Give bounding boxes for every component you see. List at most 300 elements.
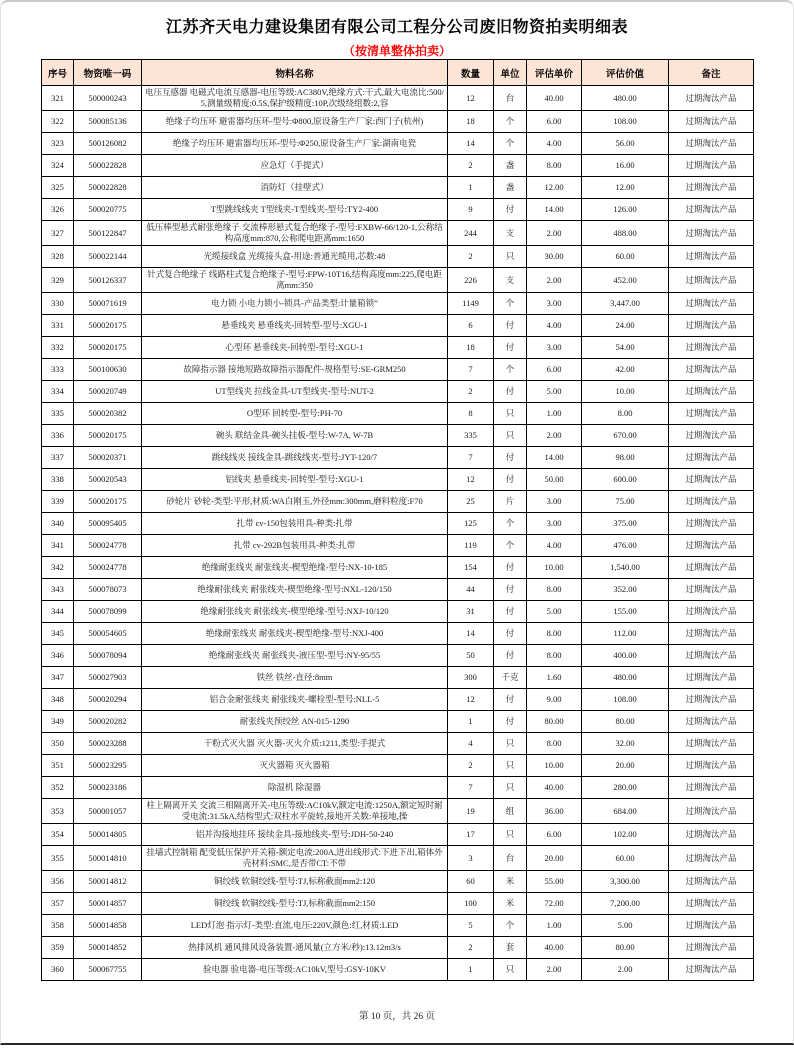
cell-remark: 过期淘汰产品: [669, 177, 754, 199]
cell-unit_price: 6.00: [527, 359, 582, 381]
cell-qty: 14: [448, 133, 494, 155]
cell-qty: 7: [448, 359, 494, 381]
table-row: [42, 425, 754, 447]
cell-qty: 335: [448, 425, 494, 447]
cell-remark: 过期淘汰产品: [669, 403, 754, 425]
cell-remark: 过期淘汰产品: [669, 111, 754, 133]
cell-code: 500022828: [74, 177, 142, 199]
header-remark: 备注: [669, 60, 754, 86]
cell-seq: 349: [42, 711, 74, 733]
table-header-row: [42, 60, 754, 86]
cell-qty: 25: [448, 491, 494, 513]
cell-qty: 12: [448, 469, 494, 491]
cell-remark: 过期淘汰产品: [669, 221, 754, 246]
cell-seq: 324: [42, 155, 74, 177]
cell-remark: 过期淘汰产品: [669, 535, 754, 557]
cell-unit: 付: [494, 557, 527, 579]
cell-unit: 千克: [494, 667, 527, 689]
cell-unit: 只: [494, 425, 527, 447]
cell-unit_price: 10.00: [527, 755, 582, 777]
cell-unit: 台: [494, 86, 527, 111]
cell-qty: 244: [448, 221, 494, 246]
cell-qty: 1: [448, 711, 494, 733]
cell-qty: 60: [448, 871, 494, 893]
cell-name: 低压棒型悬式耐张绝缘子 交流棒形悬式复合绝缘子-型号:FXBW-66/120-1,公称结构高度mm:870,公称爬电距离mm:1650: [142, 221, 448, 246]
cell-qty: 50: [448, 645, 494, 667]
cell-code: 500078094: [74, 645, 142, 667]
cell-code: 500020282: [74, 711, 142, 733]
cell-unit: 付: [494, 689, 527, 711]
table-row: [42, 579, 754, 601]
cell-remark: 过期淘汰产品: [669, 491, 754, 513]
cell-qty: 1: [448, 959, 494, 981]
cell-code: 500023288: [74, 733, 142, 755]
cell-value: 10.00: [582, 381, 669, 403]
cell-remark: 过期淘汰产品: [669, 893, 754, 915]
cell-remark: 过期淘汰产品: [669, 711, 754, 733]
cell-name: 绝缘耐张线夹 耐张线夹-楔型绝缘-型号:NXJ-10/120: [142, 601, 448, 623]
table-row: [42, 871, 754, 893]
cell-seq: 331: [42, 315, 74, 337]
cell-seq: 352: [42, 777, 74, 799]
cell-name: 绝缘子均压环 避雷器均压环-型号:Φ800,原设备生产厂家:西门子(杭州): [142, 111, 448, 133]
cell-code: 500126082: [74, 133, 142, 155]
cell-name: 铝合金耐张线夹 耐张线夹-螺栓型-型号:NLL-5: [142, 689, 448, 711]
cell-remark: 过期淘汰产品: [669, 689, 754, 711]
cell-value: 56.00: [582, 133, 669, 155]
cell-seq: 333: [42, 359, 74, 381]
table-row: [42, 777, 754, 799]
cell-name: 心型环 悬垂线夹-回转型-型号:XGU-1: [142, 337, 448, 359]
cell-unit_price: 30.00: [527, 246, 582, 268]
cell-name: 热排风机 通风排风设备装置-通风量(立方米/秒):13.12m3/s: [142, 937, 448, 959]
cell-seq: 329: [42, 268, 74, 293]
cell-value: 126.00: [582, 199, 669, 221]
cell-qty: 18: [448, 337, 494, 359]
cell-qty: 154: [448, 557, 494, 579]
table-row: [42, 557, 754, 579]
cell-seq: 354: [42, 824, 74, 846]
auction-items-table: [41, 59, 754, 981]
cell-remark: 过期淘汰产品: [669, 469, 754, 491]
cell-code: 500020382: [74, 403, 142, 425]
cell-remark: 过期淘汰产品: [669, 871, 754, 893]
cell-unit_price: 50.00: [527, 469, 582, 491]
cell-remark: 过期淘汰产品: [669, 733, 754, 755]
cell-unit: 付: [494, 337, 527, 359]
cell-name: 绝缘耐张线夹 耐张线夹-楔型绝缘-型号:NXJ-400: [142, 623, 448, 645]
cell-value: 98.00: [582, 447, 669, 469]
cell-name: O型环 回转型-型号:PH-70: [142, 403, 448, 425]
cell-seq: 350: [42, 733, 74, 755]
cell-value: 3,300.00: [582, 871, 669, 893]
cell-code: 500100630: [74, 359, 142, 381]
cell-code: 500020175: [74, 315, 142, 337]
cell-value: 12.00: [582, 177, 669, 199]
cell-qty: 12: [448, 86, 494, 111]
cell-name: 电压互感器 电磁式电流互感器-电压等级:AC380V,绝缘方式:干式,最大电流比:500/5,测量级精度:0.5S,保护级精度:10P,次级绕组数:2,容: [142, 86, 448, 111]
cell-name: 扎带 cv-292B包装用具-种类:扎带: [142, 535, 448, 557]
header-unit_price: 评估单价: [527, 60, 582, 86]
cell-remark: 过期淘汰产品: [669, 447, 754, 469]
table-row: [42, 469, 754, 491]
cell-unit: 付: [494, 601, 527, 623]
cell-unit_price: 8.00: [527, 155, 582, 177]
cell-code: 500020749: [74, 381, 142, 403]
cell-name: 绝缘子均压环 避雷器均压环-型号:Φ250,原设备生产厂家:湖南电瓷: [142, 133, 448, 155]
cell-unit_price: 40.00: [527, 86, 582, 111]
cell-remark: 过期淘汰产品: [669, 557, 754, 579]
cell-value: 600.00: [582, 469, 669, 491]
table-row: [42, 491, 754, 513]
cell-code: 500020294: [74, 689, 142, 711]
cell-remark: 过期淘汰产品: [669, 645, 754, 667]
cell-remark: 过期淘汰产品: [669, 915, 754, 937]
cell-remark: 过期淘汰产品: [669, 86, 754, 111]
cell-qty: 17: [448, 824, 494, 846]
cell-qty: 8: [448, 403, 494, 425]
cell-qty: 300: [448, 667, 494, 689]
cell-unit: 台: [494, 846, 527, 871]
cell-seq: 326: [42, 199, 74, 221]
table-row: [42, 799, 754, 824]
cell-unit_price: 72.00: [527, 893, 582, 915]
cell-code: 500000243: [74, 86, 142, 111]
cell-qty: 6: [448, 315, 494, 337]
page-title: 江苏齐天电力建设集团有限公司工程分公司废旧物资拍卖明细表: [165, 19, 628, 36]
cell-unit: 套: [494, 937, 527, 959]
cell-name: T型跳线线夹 T型线夹-T型线夹-型号:TY2-400: [142, 199, 448, 221]
cell-qty: 2: [448, 381, 494, 403]
table-row: [42, 846, 754, 871]
cell-remark: 过期淘汰产品: [669, 337, 754, 359]
cell-value: 42.00: [582, 359, 669, 381]
cell-name: 光缆接线盒 光缆接头盒-用途:普通光缆用,芯数:48: [142, 246, 448, 268]
table-row: [42, 645, 754, 667]
cell-remark: 过期淘汰产品: [669, 293, 754, 315]
table-row: [42, 268, 754, 293]
cell-code: 500078099: [74, 601, 142, 623]
cell-code: 500014810: [74, 846, 142, 871]
cell-unit_price: 55.00: [527, 871, 582, 893]
cell-unit_price: 20.00: [527, 846, 582, 871]
cell-code: 500024778: [74, 557, 142, 579]
cell-unit: 支: [494, 268, 527, 293]
cell-seq: 338: [42, 469, 74, 491]
table-row: [42, 246, 754, 268]
cell-value: 80.00: [582, 711, 669, 733]
cell-code: 500023295: [74, 755, 142, 777]
table-row: [42, 315, 754, 337]
cell-name: 砂轮片 砂轮-类型:平形,材质:WA白刚玉,外径mm:300mm,磨料粒度:F70: [142, 491, 448, 513]
cell-seq: 346: [42, 645, 74, 667]
cell-value: 8.00: [582, 403, 669, 425]
header-name: 物料名称: [142, 60, 448, 86]
cell-value: 280.00: [582, 777, 669, 799]
cell-code: 500020775: [74, 199, 142, 221]
cell-remark: 过期淘汰产品: [669, 777, 754, 799]
cell-seq: 336: [42, 425, 74, 447]
cell-seq: 323: [42, 133, 74, 155]
cell-unit_price: 5.00: [527, 381, 582, 403]
cell-qty: 12: [448, 689, 494, 711]
cell-remark: 过期淘汰产品: [669, 579, 754, 601]
cell-name: 应急灯（手提式）: [142, 155, 448, 177]
cell-value: 2.00: [582, 959, 669, 981]
cell-unit: 片: [494, 491, 527, 513]
cell-remark: 过期淘汰产品: [669, 359, 754, 381]
cell-remark: 过期淘汰产品: [669, 755, 754, 777]
table-row: [42, 111, 754, 133]
cell-unit: 只: [494, 824, 527, 846]
cell-name: 灭火器箱 灭火器箱: [142, 755, 448, 777]
cell-value: 75.00: [582, 491, 669, 513]
cell-code: 500078073: [74, 579, 142, 601]
cell-unit_price: 9.00: [527, 689, 582, 711]
cell-unit_price: 2.00: [527, 268, 582, 293]
table-row: [42, 359, 754, 381]
cell-remark: 过期淘汰产品: [669, 513, 754, 535]
cell-unit: 付: [494, 315, 527, 337]
header-value: 评估价值: [582, 60, 669, 86]
table-row: [42, 155, 754, 177]
cell-unit: 只: [494, 755, 527, 777]
cell-code: 500014857: [74, 893, 142, 915]
cell-qty: 19: [448, 799, 494, 824]
table-row: [42, 199, 754, 221]
cell-qty: 3: [448, 846, 494, 871]
cell-qty: 2: [448, 155, 494, 177]
cell-value: 108.00: [582, 689, 669, 711]
cell-qty: 2: [448, 246, 494, 268]
cell-unit_price: 4.00: [527, 133, 582, 155]
cell-unit_price: 36.00: [527, 799, 582, 824]
cell-code: 500122847: [74, 221, 142, 246]
cell-seq: 358: [42, 915, 74, 937]
cell-seq: 322: [42, 111, 74, 133]
cell-unit_price: 2.00: [527, 221, 582, 246]
cell-unit: 组: [494, 799, 527, 824]
cell-name: 铝并沟接地挂环 接续金具-接地线夹-型号:JDH-50-240: [142, 824, 448, 846]
cell-remark: 过期淘汰产品: [669, 133, 754, 155]
cell-value: 3,447.00: [582, 293, 669, 315]
table-row: [42, 601, 754, 623]
table-row: [42, 824, 754, 846]
cell-value: 112.00: [582, 623, 669, 645]
table-row: [42, 177, 754, 199]
cell-remark: 过期淘汰产品: [669, 799, 754, 824]
cell-value: 16.00: [582, 155, 669, 177]
cell-qty: 7: [448, 777, 494, 799]
cell-unit_price: 10.00: [527, 557, 582, 579]
cell-unit: 付: [494, 579, 527, 601]
cell-unit_price: 6.00: [527, 824, 582, 846]
cell-remark: 过期淘汰产品: [669, 824, 754, 846]
cell-qty: 125: [448, 513, 494, 535]
cell-unit: 米: [494, 893, 527, 915]
cell-remark: 过期淘汰产品: [669, 199, 754, 221]
cell-seq: 341: [42, 535, 74, 557]
cell-value: 476.00: [582, 535, 669, 557]
cell-seq: 355: [42, 846, 74, 871]
cell-unit: 个: [494, 359, 527, 381]
cell-unit_price: 40.00: [527, 937, 582, 959]
cell-name: 故障指示器 接地短路故障指示器配件-规格型号:SE-GRM250: [142, 359, 448, 381]
table-row: [42, 893, 754, 915]
cell-seq: 342: [42, 557, 74, 579]
cell-unit_price: 5.00: [527, 601, 582, 623]
cell-value: 24.00: [582, 315, 669, 337]
cell-name: 悬垂线夹 悬垂线夹-回转型-型号:XGU-1: [142, 315, 448, 337]
cell-value: 684.00: [582, 799, 669, 824]
cell-unit_price: 40.00: [527, 777, 582, 799]
cell-seq: 334: [42, 381, 74, 403]
cell-unit_price: 1.60: [527, 667, 582, 689]
cell-qty: 14: [448, 623, 494, 645]
cell-qty: 5: [448, 915, 494, 937]
cell-value: 80.00: [582, 937, 669, 959]
cell-unit: 只: [494, 777, 527, 799]
cell-value: 1,540.00: [582, 557, 669, 579]
cell-unit: 付: [494, 469, 527, 491]
cell-code: 500023186: [74, 777, 142, 799]
table-row: [42, 133, 754, 155]
table-row: [42, 733, 754, 755]
cell-unit_price: 3.00: [527, 491, 582, 513]
cell-unit: 米: [494, 871, 527, 893]
cell-seq: 337: [42, 447, 74, 469]
cell-qty: 100: [448, 893, 494, 915]
cell-name: 铝线夹 悬垂线夹-回转型-型号:XGU-1: [142, 469, 448, 491]
table-row: [42, 535, 754, 557]
cell-qty: 119: [448, 535, 494, 557]
cell-name: 消防灯（挂壁式）: [142, 177, 448, 199]
cell-name: 铁丝 铁丝-直径:8mm: [142, 667, 448, 689]
cell-unit_price: 2.00: [527, 959, 582, 981]
cell-remark: 过期淘汰产品: [669, 937, 754, 959]
cell-name: 挂墙式控制箱 配变低压保护开关箱-额定电流:200A,进出线形式:下进下出,箱体外壳材料:SMC,是否带CT:不带: [142, 846, 448, 871]
cell-seq: 343: [42, 579, 74, 601]
cell-unit_price: 14.00: [527, 447, 582, 469]
cell-qty: 2: [448, 755, 494, 777]
cell-qty: 226: [448, 268, 494, 293]
table-row: [42, 915, 754, 937]
table-row: [42, 293, 754, 315]
cell-remark: 过期淘汰产品: [669, 601, 754, 623]
cell-qty: 9: [448, 199, 494, 221]
cell-remark: 过期淘汰产品: [669, 667, 754, 689]
table-row: [42, 937, 754, 959]
cell-remark: 过期淘汰产品: [669, 268, 754, 293]
cell-qty: 2: [448, 937, 494, 959]
cell-name: LED灯泡 指示灯-类型:直流,电压:220V,颜色:红,材质:LED: [142, 915, 448, 937]
cell-code: 500022828: [74, 155, 142, 177]
table-row: [42, 711, 754, 733]
cell-value: 5.00: [582, 915, 669, 937]
cell-name: 铜绞线 软铜绞线-型号:TJ,标称截面mm2:150: [142, 893, 448, 915]
cell-name: 电力锁 小电力锁小-锁具-产品类型:计量箱锁”: [142, 293, 448, 315]
cell-seq: 330: [42, 293, 74, 315]
cell-code: 500001057: [74, 799, 142, 824]
cell-value: 452.00: [582, 268, 669, 293]
cell-remark: 过期淘汰产品: [669, 381, 754, 403]
cell-value: 102.00: [582, 824, 669, 846]
cell-seq: 356: [42, 871, 74, 893]
cell-name: 验电器 验电器-电压等级:AC10kV,型号:GSY-10KV: [142, 959, 448, 981]
page-number: 第 10 页，共 26 页: [358, 1012, 435, 1022]
cell-code: 500014812: [74, 871, 142, 893]
cell-name: 绝缘耐张线夹 耐张线夹-楔型绝缘-型号:NXL-120/150: [142, 579, 448, 601]
cell-remark: 过期淘汰产品: [669, 155, 754, 177]
cell-unit_price: 14.00: [527, 199, 582, 221]
cell-name: 耐张线夹预绞丝 AN-015-1290: [142, 711, 448, 733]
cell-unit: 个: [494, 111, 527, 133]
cell-unit: 付: [494, 623, 527, 645]
cell-unit_price: 1.00: [527, 403, 582, 425]
cell-qty: 1: [448, 177, 494, 199]
cell-unit_price: 80.00: [527, 711, 582, 733]
cell-unit_price: 8.00: [527, 579, 582, 601]
cell-seq: 325: [42, 177, 74, 199]
cell-qty: 7: [448, 447, 494, 469]
cell-seq: 340: [42, 513, 74, 535]
header-unit: 单位: [494, 60, 527, 86]
cell-code: 500085136: [74, 111, 142, 133]
cell-name: 碗头 联结金具-碗头挂板-型号:W-7A, W-7B: [142, 425, 448, 447]
cell-seq: 360: [42, 959, 74, 981]
table-row: [42, 513, 754, 535]
cell-code: 500020371: [74, 447, 142, 469]
cell-unit: 付: [494, 199, 527, 221]
table-row: [42, 86, 754, 111]
cell-qty: 31: [448, 601, 494, 623]
cell-code: 500020543: [74, 469, 142, 491]
cell-unit_price: 3.00: [527, 513, 582, 535]
cell-code: 500020175: [74, 425, 142, 447]
cell-seq: 332: [42, 337, 74, 359]
cell-unit: 个: [494, 535, 527, 557]
cell-seq: 347: [42, 667, 74, 689]
cell-value: 488.00: [582, 221, 669, 246]
cell-value: 155.00: [582, 601, 669, 623]
table-row: [42, 755, 754, 777]
cell-unit_price: 2.00: [527, 425, 582, 447]
cell-value: 60.00: [582, 246, 669, 268]
cell-unit: 只: [494, 403, 527, 425]
cell-code: 500022144: [74, 246, 142, 268]
cell-unit: 只: [494, 733, 527, 755]
cell-value: 32.00: [582, 733, 669, 755]
table-row: [42, 689, 754, 711]
cell-unit_price: 8.00: [527, 733, 582, 755]
cell-unit_price: 1.00: [527, 915, 582, 937]
cell-code: 500126337: [74, 268, 142, 293]
cell-seq: 348: [42, 689, 74, 711]
header-code: 物资唯一码: [74, 60, 142, 86]
cell-seq: 321: [42, 86, 74, 111]
cell-remark: 过期淘汰产品: [669, 959, 754, 981]
cell-value: 20.00: [582, 755, 669, 777]
cell-seq: 327: [42, 221, 74, 246]
cell-unit_price: 4.00: [527, 535, 582, 557]
table-row: [42, 381, 754, 403]
cell-unit: 个: [494, 293, 527, 315]
cell-unit: 个: [494, 133, 527, 155]
table-row: [42, 337, 754, 359]
cell-seq: 345: [42, 623, 74, 645]
cell-qty: 44: [448, 579, 494, 601]
cell-unit: 只: [494, 246, 527, 268]
